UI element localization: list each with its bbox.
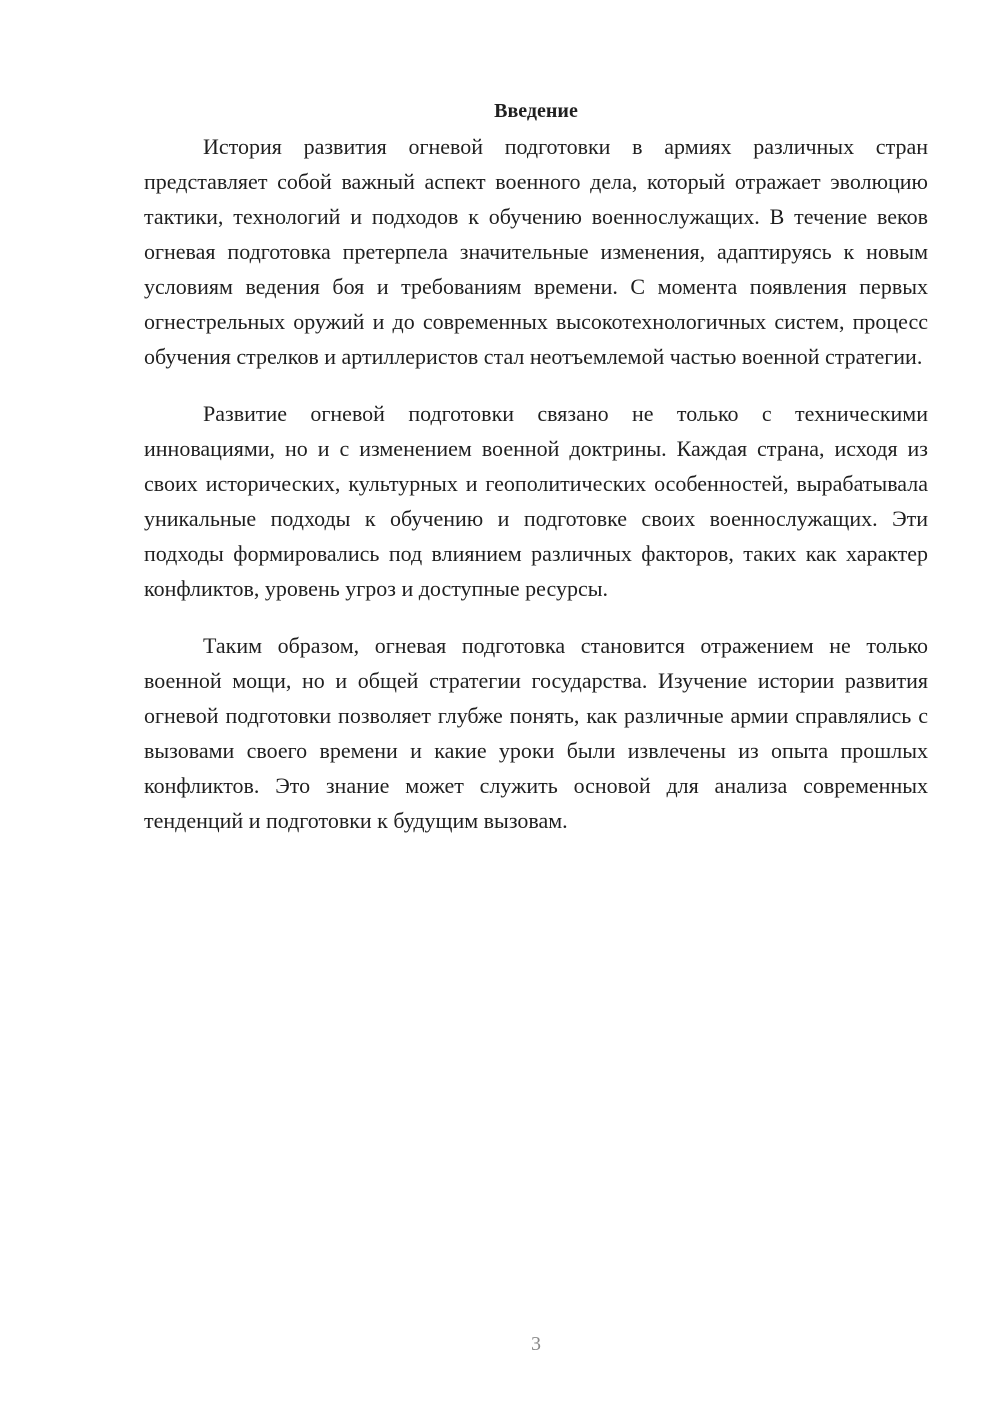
- page-number: 3: [531, 1333, 541, 1355]
- section-title: Введение: [494, 100, 578, 122]
- paragraph-2: Развитие огневой подготовки связано не только с техническими инновациями, но и с изменением военной доктрины. Каждая страна, исходя из своих исторических, культурных и геополитических особенностей, вырабатывала уникальные подходы к обучению и подготовке своих военнослужащих. Эти подходы формировались под влиянием различных факторов, таких как характер конфликтов, уровень угроз и доступные ресурсы.: [144, 401, 928, 601]
- page-content: [144, 95, 928, 860]
- paragraph-3: Таким образом, огневая подготовка становится отражением не только военной мощи, но и общей стратегии государства. Изучение истории развития огневой подготовки позволяет глубже понять, как различные армии справлялись с вызовами своего времени и какие уроки были извлечены из опыта прошлых конфликтов. Это знание может служить основой для анализа современных тенденций и подготовки к будущим вызовам.: [144, 633, 928, 833]
- paragraph-1: История развития огневой подготовки в армиях различных стран представляет собой важный аспект военного дела, который отражает эволюцию тактики, технологий и подходов к обучению военнослужащих. В течение веков огневая подготовка претерпела значительные изменения, адаптируясь к новым условиям ведения боя и требованиям времени. С момента появления первых огнестрельных оружий и до современных высокотехнологичных систем, процесс обучения стрелков и артиллеристов стал неотъемлемой частью военной стратегии.: [144, 134, 928, 369]
